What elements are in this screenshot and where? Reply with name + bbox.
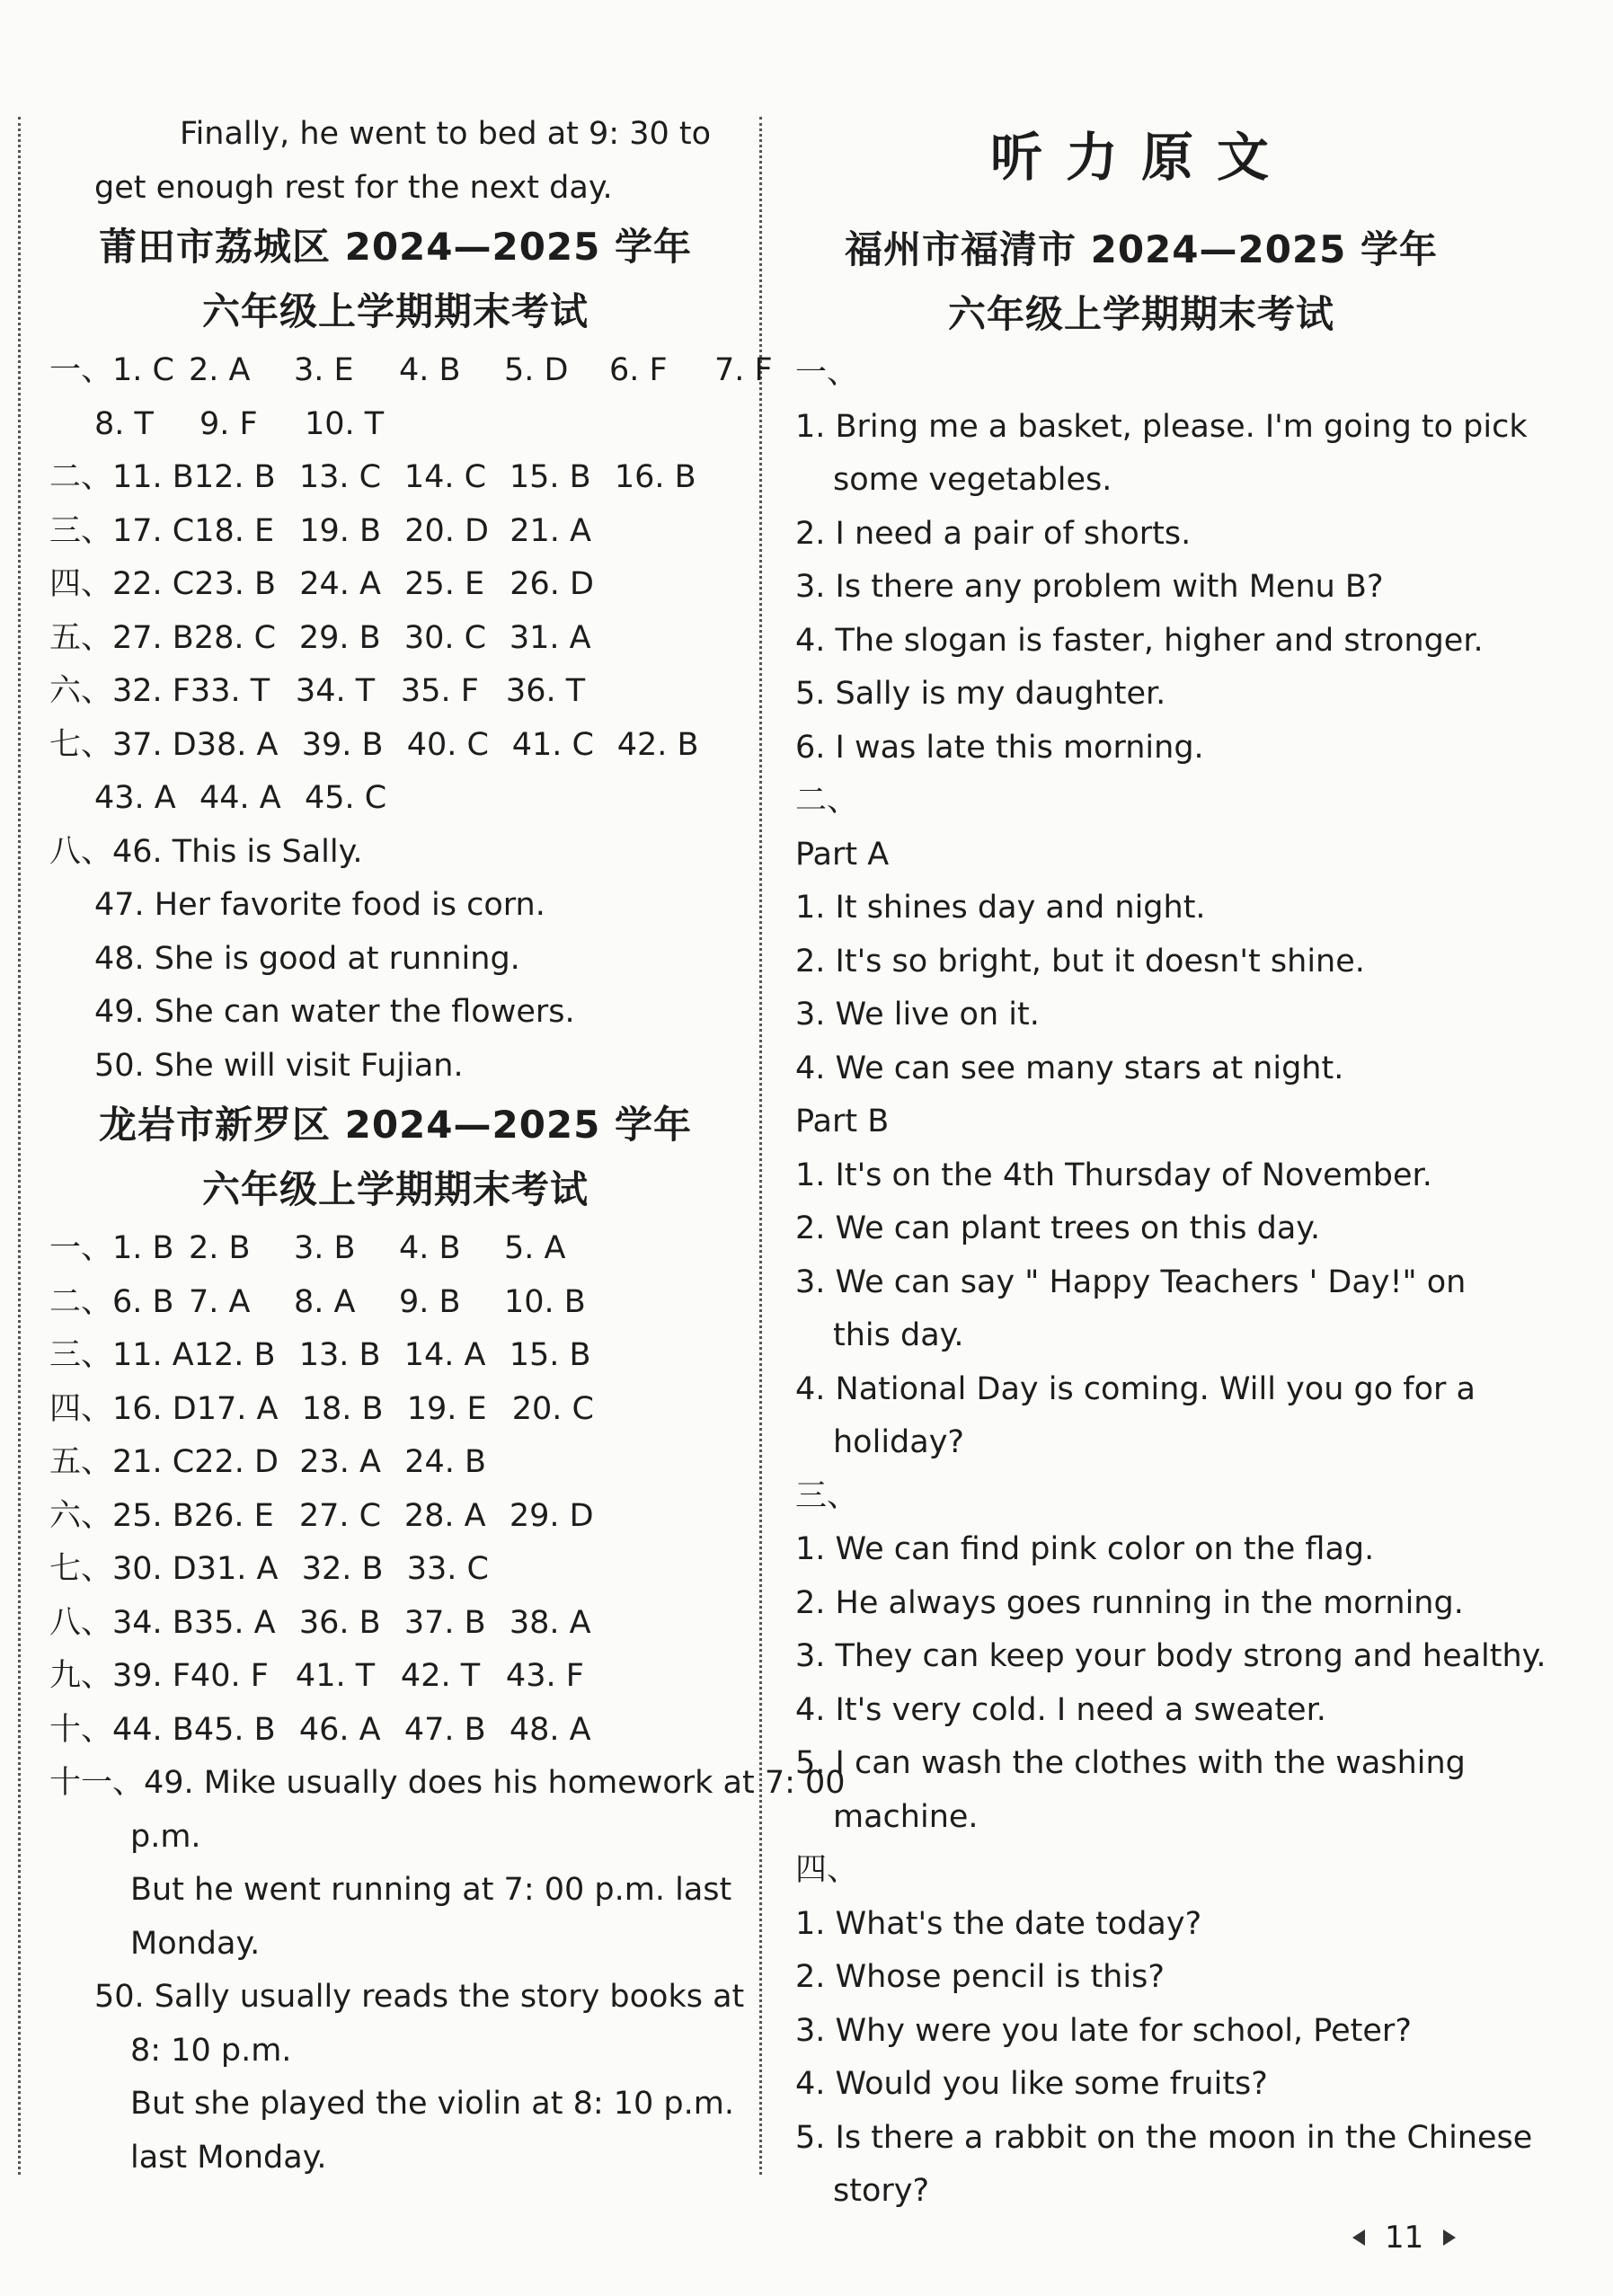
answer-item: 39. B [301, 726, 384, 763]
script-line: 2. I need a pair of shorts. [795, 515, 1192, 552]
answer-item: 4. B [399, 1230, 461, 1266]
answer-row [49, 1704, 741, 1758]
answer-item: 28. C [193, 619, 277, 656]
answer-item: 18. B [301, 1390, 384, 1427]
answer-item: 43. F [505, 1658, 584, 1694]
page-number [1352, 2220, 1456, 2256]
answer-item: 44. A [199, 780, 281, 816]
listening-script-title: 听力原文 [989, 127, 1292, 188]
answer-item: 45. C [305, 780, 387, 816]
left-dotted-border [18, 117, 21, 2175]
answer-row [49, 505, 741, 559]
answer-line: Monday. [130, 1925, 261, 1962]
answer-item: 48. A [509, 1711, 591, 1748]
answer-item: 六、32. F [49, 673, 191, 709]
answer-item: 13. C [298, 459, 382, 495]
answer-item: 20. D [404, 512, 489, 549]
answer-item: 29. D [509, 1497, 594, 1534]
answer-line: 48. She is good at running. [94, 940, 520, 977]
column-divider [759, 117, 762, 2175]
answer-item: 9. B [399, 1283, 461, 1320]
answer-item: 37. B [403, 1604, 486, 1641]
answer-item: 21. A [510, 512, 591, 549]
answer-item: 10. T [305, 405, 385, 442]
answer-item: 46. A [298, 1711, 381, 1748]
answer-item: 47. B [403, 1711, 486, 1748]
answer-item: 12. B [193, 459, 276, 495]
answer-item: 3. E [294, 352, 354, 388]
exam-subtitle: 六年级上学期期末考试 [201, 1167, 589, 1211]
answer-item: 19. B [299, 512, 382, 549]
answer-item: 27. C [298, 1497, 382, 1534]
answer-line: But he went running at 7: 00 p.m. last [130, 1872, 732, 1908]
script-line: 5. Is there a rabbit on the moon in the Chinese [795, 2119, 1533, 2156]
answer-item: 7. A [189, 1283, 251, 1320]
answer-item: 16. B [614, 459, 696, 495]
answer-item: 26. E [193, 1497, 274, 1534]
answer-item: 40. F [190, 1658, 269, 1694]
answer-item: 24. A [299, 566, 381, 602]
answer-item: 25. E [404, 566, 485, 602]
answer-item: 38. A [509, 1604, 591, 1641]
answer-item: 34. T [295, 673, 376, 709]
answer-item: 36. B [298, 1604, 381, 1641]
answer-item: 九、39. F [49, 1658, 191, 1694]
answer-item: 二、6. B [49, 1283, 174, 1320]
script-line: 3. We live on it. [795, 997, 1040, 1033]
script-line: 3. We can say " Happy Teachers ' Day!" on [795, 1263, 1467, 1300]
answer-item: 41. T [295, 1658, 376, 1694]
script-line: 2. He always goes running in the morning. [795, 1584, 1464, 1621]
answer-item: 40. C [406, 726, 489, 763]
script-line: story? [833, 2173, 930, 2209]
answer-row [49, 1597, 741, 1651]
answer-line: 47. Her favorite food is corn. [94, 887, 545, 923]
exam-subtitle: 六年级上学期期末考试 [947, 292, 1334, 336]
script-line: 6. I was late this morning. [795, 729, 1204, 766]
answer-item: 43. A [94, 780, 176, 816]
next-page-icon [1443, 2230, 1456, 2246]
answer-row [49, 398, 741, 452]
answer-item: 四、22. C [49, 566, 195, 602]
answer-rows-longyan [49, 1222, 741, 1757]
prev-page-icon [1352, 2230, 1365, 2246]
script-line: this day. [833, 1317, 964, 1353]
answer-item: 一、1. C [49, 352, 174, 388]
exam-title: 福州市福清市 2024—2025 学年 [844, 227, 1439, 271]
script-line: 4. The slogan is faster, higher and stronger. [795, 622, 1484, 659]
continued-text-line: Finally, he went to bed at 9: 30 to [180, 116, 712, 152]
answer-item: 三、11. A [49, 1337, 194, 1373]
script-line: 1. Bring me a basket, please. I'm going to pick [795, 408, 1528, 445]
answer-item: 28. A [403, 1497, 486, 1534]
answer-row [49, 451, 741, 505]
answer-item: 一、1. B [49, 1230, 174, 1266]
answer-line: last Monday. [130, 2139, 327, 2176]
answer-item: 五、27. B [49, 619, 194, 656]
answer-item: 二、11. B [49, 459, 194, 495]
answer-item: 15. B [509, 459, 591, 495]
script-line: 4. We can see many stars at night. [795, 1050, 1344, 1086]
answer-item: 2. B [189, 1230, 251, 1266]
script-line: 1. It's on the 4th Thursday of November. [795, 1157, 1432, 1193]
answer-row [49, 1276, 741, 1330]
script-line: some vegetables. [833, 462, 1112, 498]
answer-item: 17. A [196, 1390, 279, 1427]
answer-item: 6. F [609, 352, 668, 388]
right-column [795, 108, 1547, 2219]
answer-item: 13. B [298, 1337, 381, 1373]
answer-item: 8. A [294, 1283, 356, 1320]
answer-row [49, 1650, 741, 1704]
script-line: 4. It's very cold. I need a sweater. [795, 1691, 1326, 1728]
answer-item: 八、34. B [49, 1604, 194, 1641]
answer-rows-putian [49, 344, 773, 826]
section-label: 四、 [795, 1852, 859, 1888]
script-line: 1. What's the date today? [795, 1905, 1202, 1942]
answer-item: 19. E [406, 1390, 487, 1427]
answer-item: 9. F [199, 405, 258, 442]
script-line: 2. We can plant trees on this day. [795, 1210, 1321, 1246]
answer-item: 8. T [94, 405, 154, 442]
answer-row [49, 719, 741, 773]
answer-item: 十、44. B [49, 1711, 194, 1748]
answer-item: 42. T [400, 1658, 481, 1694]
answer-item: 14. C [403, 459, 487, 495]
answer-item: 六、25. B [49, 1497, 194, 1534]
answer-line: But she played the violin at 8: 10 p.m. [130, 2086, 734, 2122]
exam-title: 龙岩市新罗区 2024—2025 学年 [98, 1103, 693, 1147]
script-line: 5. Sally is my daughter. [795, 676, 1166, 712]
script-line: 2. Whose pencil is this? [795, 1959, 1165, 1995]
answer-item: 26. D [510, 566, 594, 602]
script-line: 4. National Day is coming. Will you go for a [795, 1370, 1476, 1407]
answer-row [49, 1490, 741, 1544]
answer-item: 5. A [504, 1230, 566, 1266]
answer-item: 五、21. C [49, 1444, 195, 1480]
answer-line: 八、46. This is Sally. [49, 833, 363, 870]
answer-row [49, 1329, 741, 1383]
answer-row [49, 1543, 741, 1597]
answer-item: 三、17. C [49, 512, 195, 549]
answer-row [49, 612, 741, 666]
answer-item: 七、37. D [49, 726, 197, 763]
answer-item: 31. A [196, 1551, 279, 1587]
answer-line: 8: 10 p.m. [130, 2032, 292, 2069]
answer-item: 3. B [294, 1230, 356, 1266]
answer-row [49, 1383, 741, 1437]
answer-item: 41. C [511, 726, 594, 763]
script-line: 4. Would you like some fruits? [795, 2066, 1268, 2102]
script-line: 3. They can keep your body strong and healthy. [795, 1638, 1547, 1674]
answer-row [49, 1436, 741, 1490]
section-label: 三、 [795, 1477, 859, 1514]
answer-item: 42. B [616, 726, 699, 763]
script-line: 3. Why were you late for school, Peter? [795, 2012, 1412, 2049]
script-line: 1. It shines day and night. [795, 890, 1206, 926]
answer-line: 49. She can water the flowers. [94, 994, 575, 1030]
answer-row [49, 344, 773, 398]
answer-line: 50. She will visit Fujian. [94, 1047, 464, 1084]
script-line: holiday? [833, 1424, 964, 1460]
script-line: 1. We can find pink color on the flag. [795, 1531, 1375, 1567]
answer-item: 18. E [194, 512, 275, 549]
answer-item: 四、16. D [49, 1390, 197, 1427]
answer-item: 14. A [403, 1337, 486, 1373]
answer-item: 20. C [511, 1390, 594, 1427]
answer-line: p.m. [130, 1818, 201, 1855]
answer-row [49, 1222, 741, 1276]
script-line: 2. It's so bright, but it doesn't shine. [795, 943, 1365, 980]
answer-item: 10. B [504, 1283, 586, 1320]
script-line: 5. I can wash the clothes with the washing [795, 1745, 1466, 1781]
answer-item: 31. A [509, 619, 591, 656]
answer-item: 29. B [298, 619, 381, 656]
section-label: 二、 [795, 783, 859, 819]
answer-row [49, 772, 741, 826]
answer-item: 45. B [193, 1711, 276, 1748]
part-label: Part A [795, 836, 890, 873]
part-label: Part B [795, 1104, 890, 1139]
answer-item: 12. B [193, 1337, 276, 1373]
answer-item: 35. A [193, 1604, 276, 1641]
answer-item: 23. A [299, 1444, 381, 1480]
answer-item: 38. A [196, 726, 279, 763]
script-line: machine. [833, 1798, 979, 1835]
answer-line: 十一、49. Mike usually does his homework at 7: 00 [49, 1765, 846, 1801]
answer-item: 七、30. D [49, 1551, 197, 1587]
exam-subtitle: 六年级上学期期末考试 [201, 289, 589, 333]
answer-item: 22. D [194, 1444, 279, 1480]
exam-title: 莆田市荔城区 2024—2025 学年 [98, 225, 693, 269]
answer-item: 35. F [400, 673, 479, 709]
answer-item: 7. F [714, 352, 773, 388]
answer-item: 4. B [399, 352, 461, 388]
answer-item: 15. B [509, 1337, 591, 1373]
answer-item: 2. A [189, 352, 251, 388]
answer-line: 50. Sally usually reads the story books at [94, 1979, 745, 2015]
section-label: 一、 [795, 355, 859, 391]
answer-item: 33. C [406, 1551, 489, 1587]
script-line: 3. Is there any problem with Menu B? [795, 569, 1384, 605]
answer-item: 32. B [301, 1551, 384, 1587]
continued-text-line: get enough rest for the next day. [94, 169, 613, 206]
page-number-label: 11 [1385, 2220, 1424, 2256]
answer-item: 33. T [190, 673, 270, 709]
answer-item: 23. B [194, 566, 277, 602]
answer-row [49, 558, 741, 612]
answer-item: 5. D [504, 352, 569, 388]
answer-item: 36. T [505, 673, 586, 709]
answer-item: 24. B [404, 1444, 487, 1480]
answer-item: 30. C [403, 619, 487, 656]
answer-row [49, 665, 741, 719]
